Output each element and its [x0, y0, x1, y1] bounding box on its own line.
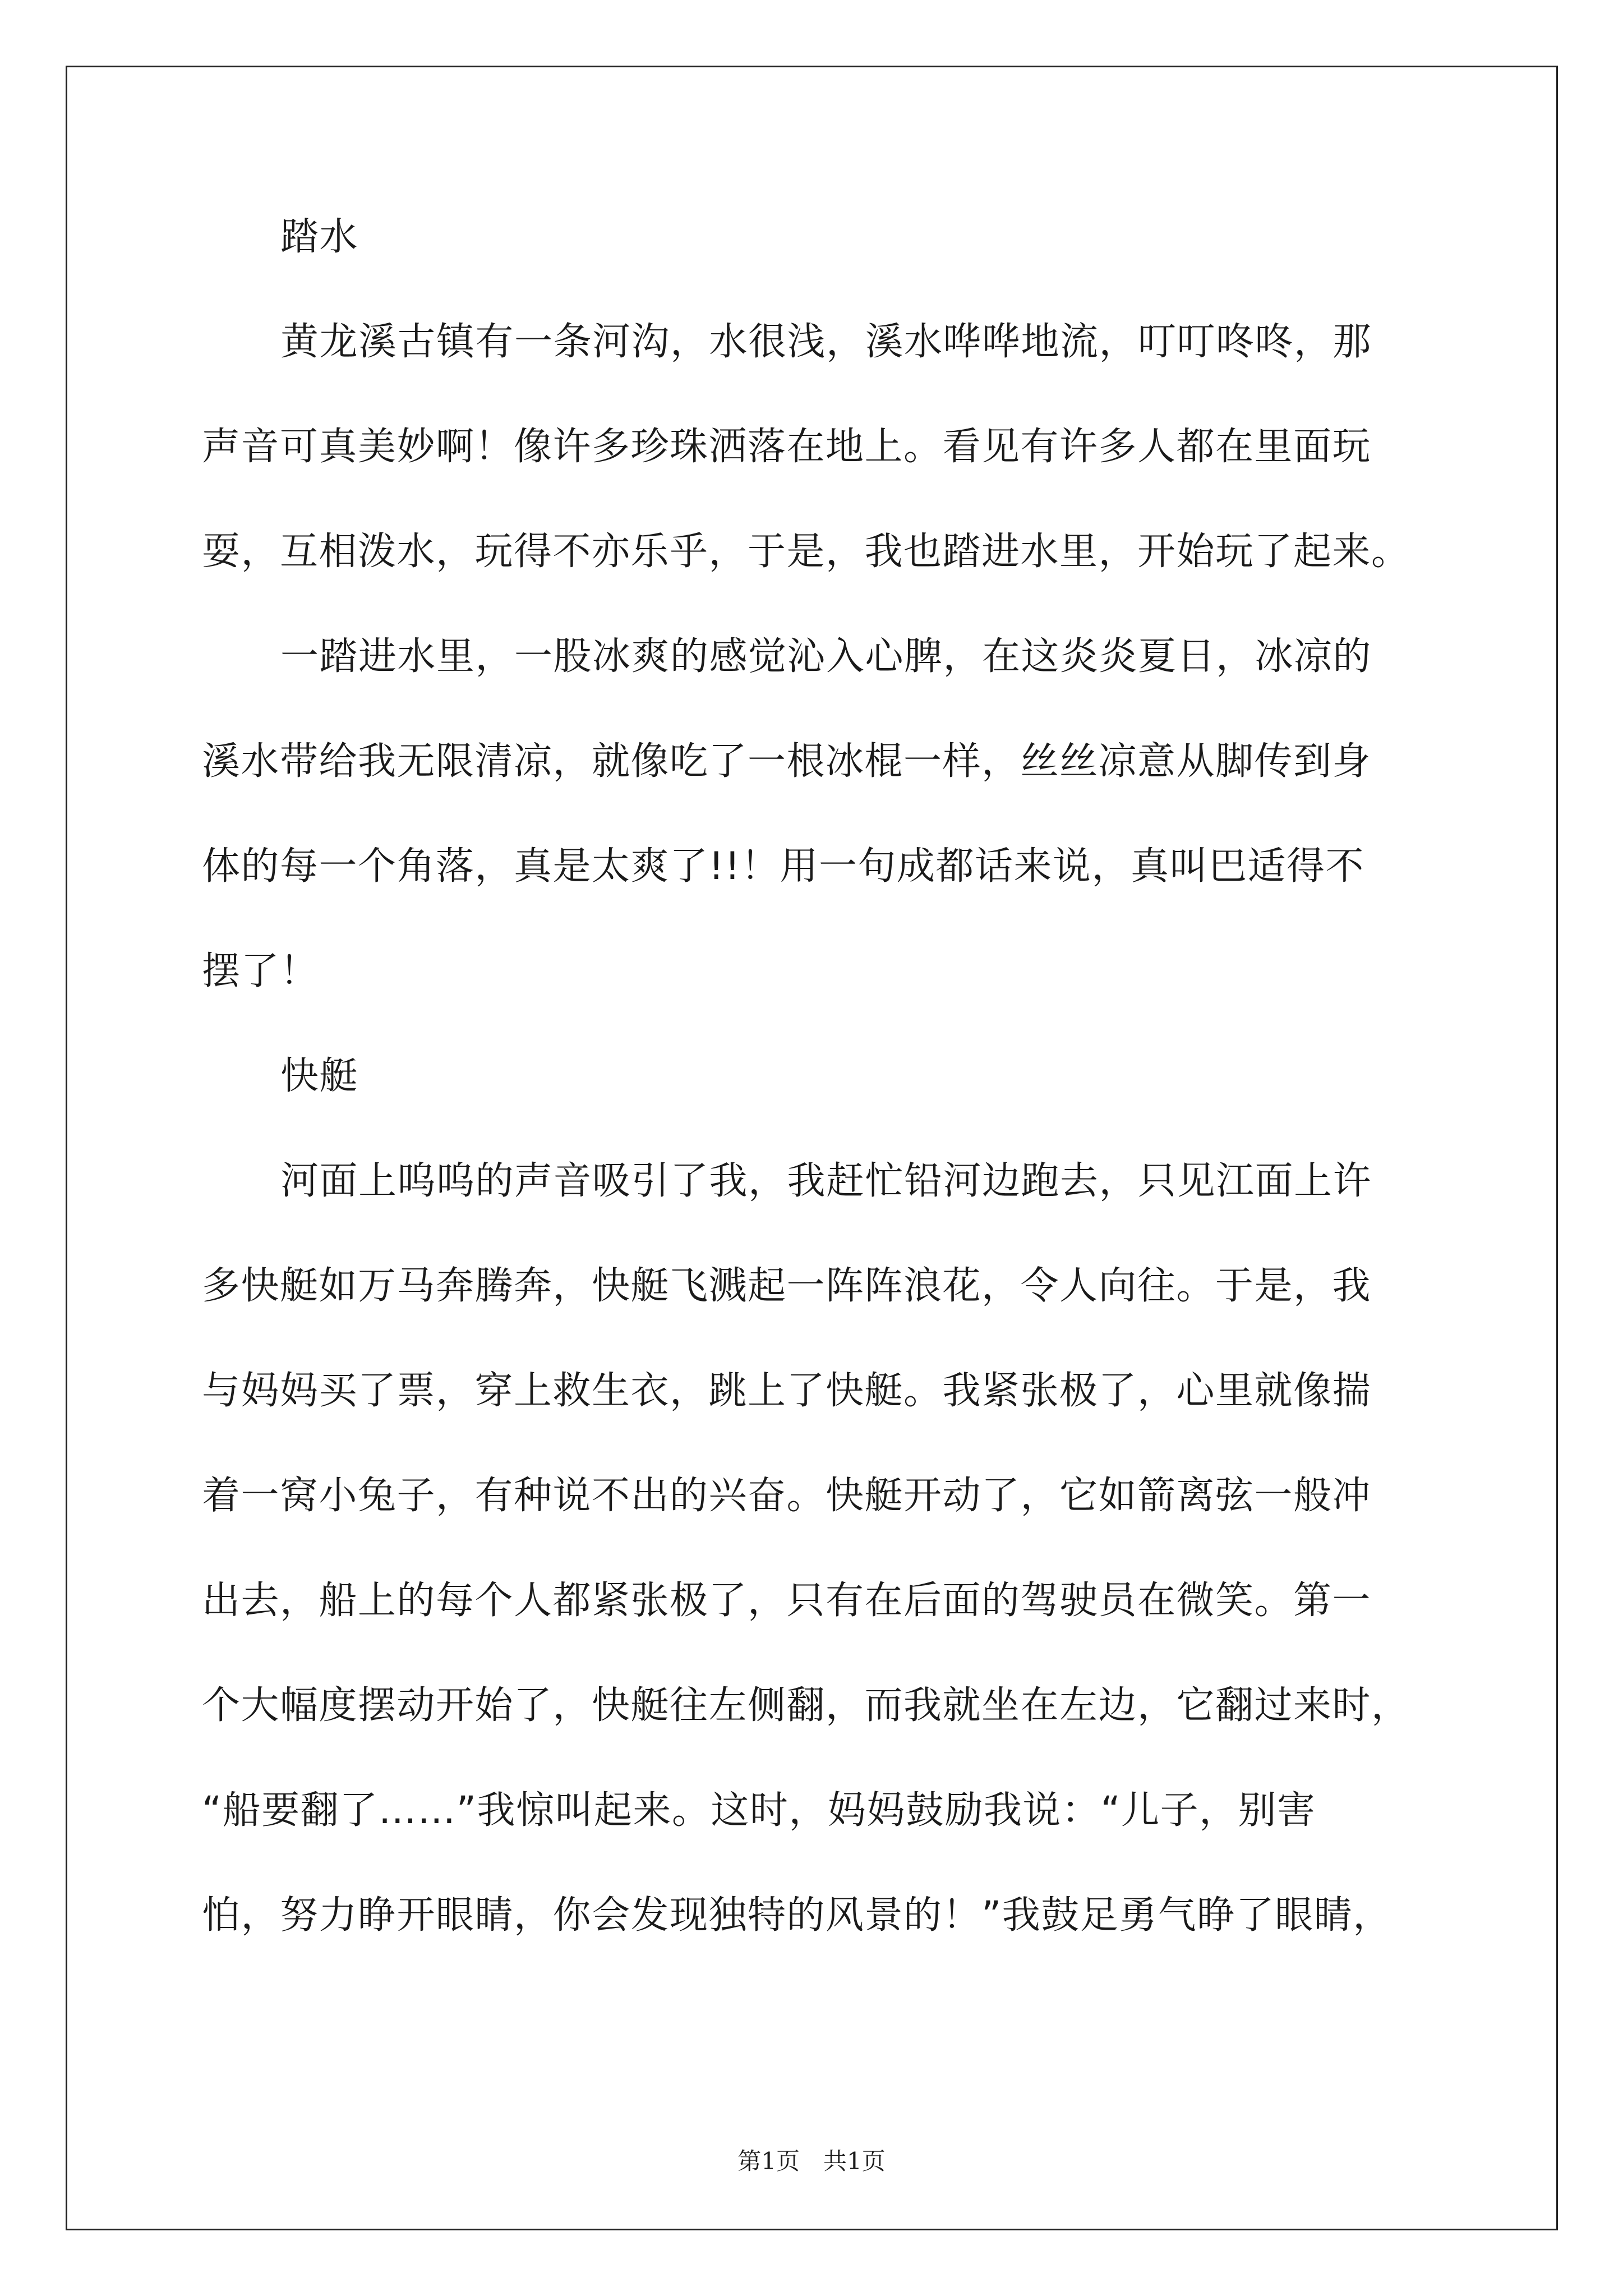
section-heading: 踏水	[280, 215, 359, 259]
paragraph-line: 河面上呜呜的声音吸引了我，我赶忙铅河边跑去，只见江面上许	[280, 1159, 1372, 1203]
paragraph-line: 着一窝小兔子，有种说不出的兴奋。快艇开动了，它如箭离弦一般冲	[202, 1474, 1372, 1518]
paragraph-line: 溪水带给我无限清凉，就像吃了一根冰棍一样，丝丝凉意从脚传到身	[202, 739, 1372, 784]
paragraph-line: 怕，努力睁开眼睛，你会发现独特的风景的！”我鼓足勇气睁了眼睛，	[202, 1893, 1392, 1938]
paragraph-line: 黄龙溪古镇有一条河沟，水很浅，溪水哗哗地流，叮叮咚咚，那	[280, 320, 1372, 364]
paragraph-line: “船要翻了……”我惊叫起来。这时，妈妈鼓励我说：“儿子，别害	[202, 1788, 1316, 1833]
paragraph-line: 与妈妈买了票，穿上救生衣，跳上了快艇。我紧张极了，心里就像揣	[202, 1369, 1372, 1413]
paragraph-line: 声音可真美妙啊！像许多珍珠洒落在地上。看见有许多人都在里面玩	[202, 425, 1372, 469]
paragraph-line: 个大幅度摆动开始了，快艇往左侧翻，而我就坐在左边，它翻过来时，	[202, 1683, 1410, 1728]
paragraph-line: 耍，互相泼水，玩得不亦乐乎，于是，我也踏进水里，开始玩了起来。	[202, 530, 1410, 574]
paragraph-line: 体的每一个角落，真是太爽了!!！用一句成都话来说，真叫巴适得不	[202, 844, 1365, 889]
page-number-footer: 第1页 共1页	[737, 2147, 886, 2175]
paragraph-line: 多快艇如万马奔腾奔，快艇飞溅起一阵阵浪花，令人向往。于是，我	[202, 1264, 1372, 1308]
paragraph-line: 出去，船上的每个人都紧张极了，只有在后面的驾驶员在微笑。第一	[202, 1579, 1372, 1623]
section-heading: 快艇	[280, 1054, 359, 1098]
document-body	[202, 213, 1436, 1996]
paragraph-line: 摆了！	[202, 949, 319, 993]
paragraph-line: 一踏进水里，一股冰爽的感觉沁入心脾，在这炎炎夏日，冰凉的	[280, 634, 1372, 679]
